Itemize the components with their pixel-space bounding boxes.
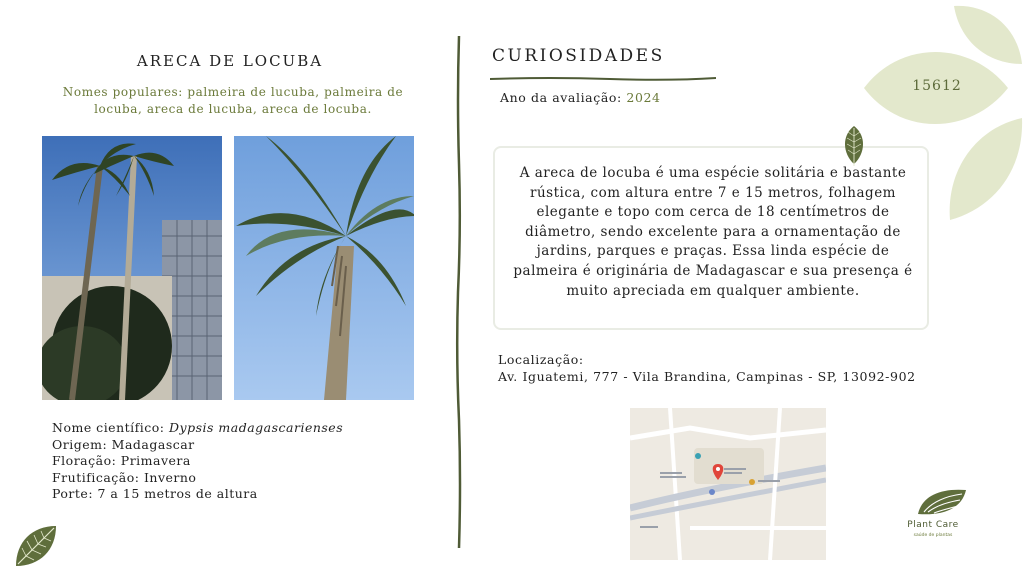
palm-photo-1 [42, 136, 222, 400]
fruiting: Frutificação: Inverno [52, 469, 197, 485]
decorative-leaves [860, 0, 1024, 222]
curiosidades-title: CURIOSIDADES [492, 46, 665, 66]
plant-title: ARECA DE LOCUBA [136, 52, 324, 70]
flowering: Floração: Primavera [52, 453, 191, 468]
evaluation-year: Ano da avaliação: 2024 [500, 90, 661, 105]
location-label: Localização: [498, 352, 584, 367]
title-underline [490, 68, 716, 76]
location-map[interactable] [630, 408, 826, 560]
size: Porte: 7 a 15 metros de altura [52, 486, 258, 501]
plant-id-number: 15612 [912, 78, 962, 94]
scientific-name: Nome científico: Dypsis madagascarienses [52, 420, 344, 435]
palm-photo-2 [234, 136, 414, 400]
brand-name: Plant Care [907, 520, 959, 530]
column-divider [455, 36, 463, 548]
location-address: Av. Iguatemi, 777 - Vila Brandina, Campinas - SP, 13092-902 [498, 369, 916, 384]
origin: Origem: Madagascar [52, 436, 195, 452]
plant-facts [52, 420, 343, 503]
brand-tagline: saúde de plantas [913, 533, 953, 538]
plant-care-logo [914, 486, 970, 518]
leaf-icon [12, 522, 60, 570]
description-text: A areca de locuba é uma espécie solitária e bastante rústica, com altura entre 7 e 15 metros, folhagem elegante e topo com cerca de 18 centímetros de diâmetro, sendo excelente para a ornamentação de jardins, parques e praças. Essa linda espécie de palmeira é originária de Madagascar e sua presença é muito apreciada em qualquer ambiente. [513, 165, 913, 299]
popular-names: Nomes populares: palmeira de lucuba, palmeira de locuba, areca de lucuba, areca de locuba. [62, 85, 404, 116]
